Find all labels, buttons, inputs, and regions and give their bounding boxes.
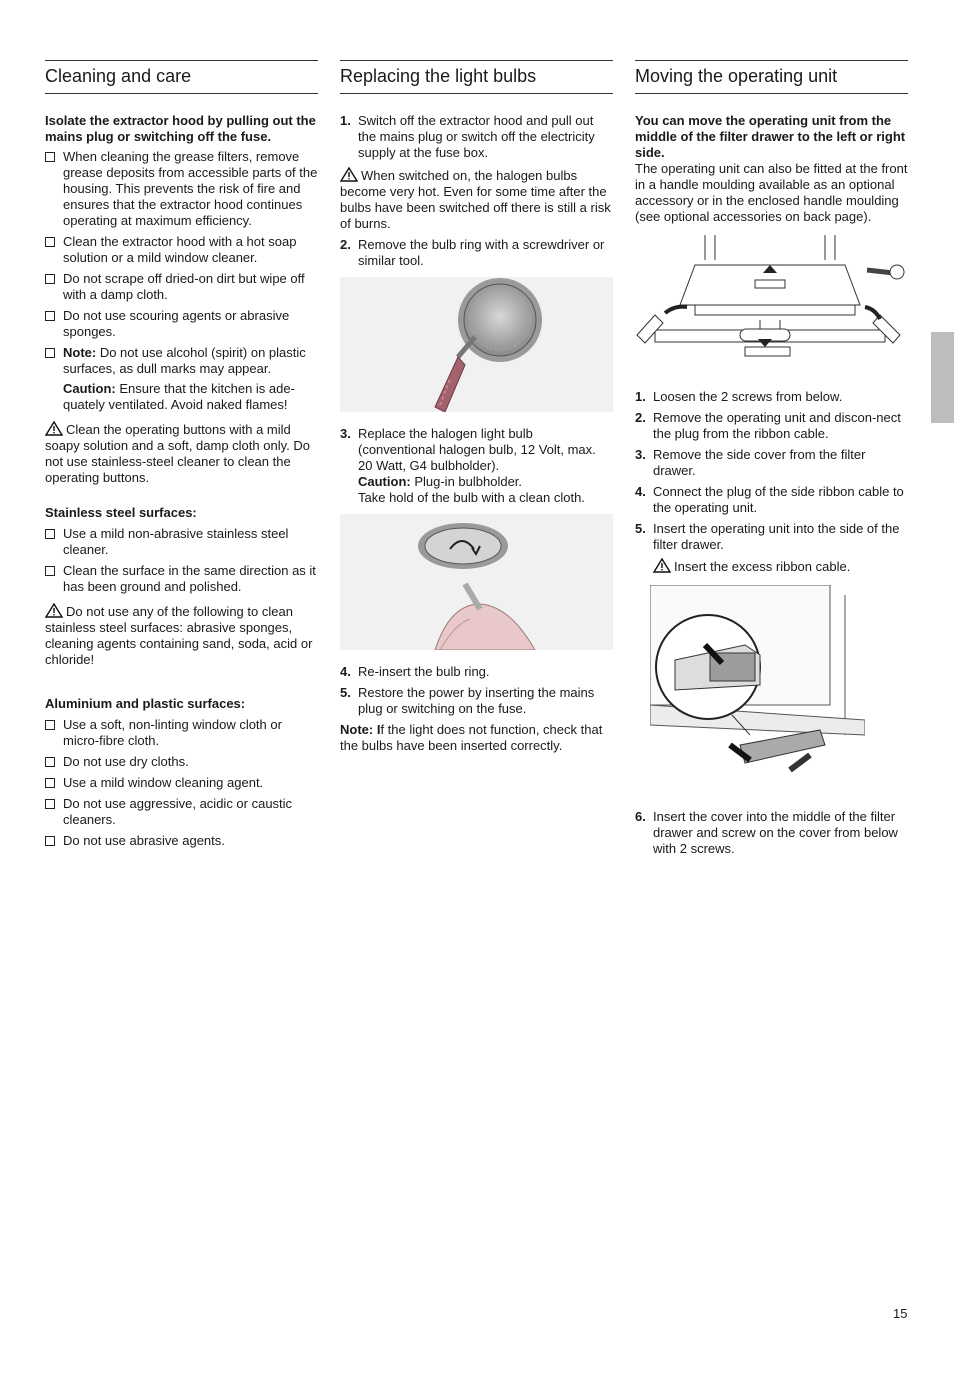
figure-bulb-ring-removal [340, 277, 613, 412]
figure-operating-unit-positions [635, 235, 908, 375]
list-item: Clean the surface in the same direction as it has been ground and polished. [45, 563, 318, 595]
list-item: Do not scrape off dried-on dirt but wipe off with a damp cloth. [45, 271, 318, 303]
step-item: 4. Re-insert the bulb ring. [340, 664, 490, 679]
checkbox-bullet-icon [45, 566, 55, 576]
aluminium-title: Aluminium and plastic surfaces: [45, 696, 246, 711]
column-cleaning-and-care [45, 60, 318, 854]
step-item: 1. Switch off the extractor hood and pull out the mains plug or switch off the electricity supply at the fuse box. [340, 113, 595, 160]
checkbox-bullet-icon [45, 152, 55, 162]
section-title-light-bulbs: Replacing the light bulbs [340, 60, 613, 94]
stainless-title: Stainless steel surfaces: [45, 505, 197, 520]
stainless-bullets [45, 526, 318, 595]
section-title-cleaning: Cleaning and care [45, 60, 318, 94]
bulb-steps-b [340, 237, 613, 269]
list-item: Use a soft, non-linting window cloth or micro-fibre cloth. [45, 717, 318, 749]
list-item: Do not use scouring agents or abrasive sponges. [45, 308, 318, 340]
figure-insert-operating-unit [650, 585, 865, 795]
list-item: Clean the extractor hood with a hot soap solution or a mild window cleaner. [45, 234, 318, 266]
column-moving-operating-unit [635, 60, 908, 862]
side-tab-marker [931, 332, 954, 423]
checkbox-bullet-icon [45, 799, 55, 809]
warning-triangle-icon [45, 421, 63, 436]
bulb-note: Note: If the light does not function, check that the bulbs have been inserted correctly. [340, 722, 603, 753]
bulb-replacement-illustration [340, 514, 613, 650]
checkbox-bullet-icon [45, 529, 55, 539]
step-item: 5. Restore the power by inserting the mains plug or switching on the fuse. [340, 685, 595, 716]
step-item: 3. Remove the side cover from the filter drawer. [635, 447, 866, 478]
warning-triangle-icon [45, 603, 63, 618]
caution-note: Caution: Ensure that the kitchen is ade-quately ventilated. Avoid naked flames! [63, 381, 295, 412]
column-replacing-light-bulbs [340, 60, 613, 754]
section-title-operating-unit: Moving the operating unit [635, 60, 908, 94]
checkbox-bullet-icon [45, 274, 55, 284]
warning-operating-buttons: Clean the operating buttons with a mild soapy solution and a soft, damp cloth only. Do not use stainless-steel cleaner to clean the operating buttons. [45, 422, 310, 485]
operating-unit-steps [635, 389, 908, 575]
cleaning-bullets [45, 149, 318, 413]
warning-hot-bulbs: When switched on, the halogen bulbs become very hot. Even for some time after the bulbs have been switched off there is still a risk of burns. [340, 168, 611, 231]
list-item-note: Note: Do not use alcohol (spirit) on plastic surfaces, as dull marks may appear. Caution: Ensure that the kitchen is ade-quately ventilated. Avoid naked flames! [45, 345, 318, 413]
step-item: 3. Replace the halogen light bulb (conventional halogen bulb, 12 Volt, max. 20 Watt, G4 bulbholder). Caution: Plug-in bulbholder. Take hold of the bulb with a clean cloth. [340, 426, 596, 505]
bulb-steps-a [340, 113, 613, 161]
step-item: 6. Insert the cover into the middle of the filter drawer and screw on the cover from below with 2 screws. [635, 809, 898, 856]
list-item: Use a mild non-abrasive stainless steel cleaner. [45, 526, 318, 558]
step-item: 2. Remove the bulb ring with a screwdriver or similar tool. [340, 237, 605, 268]
figure-bulb-replacement [340, 514, 613, 650]
cleaning-intro: Isolate the extractor hood by pulling out the mains plug or switching off the fuse. [45, 113, 316, 144]
checkbox-bullet-icon [45, 348, 55, 358]
checkbox-bullet-icon [45, 311, 55, 321]
warning-triangle-icon [340, 167, 358, 182]
operating-unit-diagram [635, 235, 908, 375]
list-item: When cleaning the grease filters, remove grease deposits from accessible parts of the housing. This prevents the risk of fire and ensures that the extractor hood continues operating at maximum efficiency. [45, 149, 318, 229]
warning-stainless: Do not use any of the following to clean stainless steel surfaces: abrasive sponges, cleaning agents containing sand, soda, acid or chloride! [45, 604, 313, 667]
checkbox-bullet-icon [45, 720, 55, 730]
warning-triangle-icon [653, 558, 671, 573]
page-number: 15 [893, 1306, 908, 1321]
bulb-steps-d [340, 664, 613, 717]
checkbox-bullet-icon [45, 757, 55, 767]
checkbox-bullet-icon [45, 237, 55, 247]
insert-operating-unit-illustration [650, 585, 865, 795]
checkbox-bullet-icon [45, 836, 55, 846]
step-item: 2. Remove the operating unit and discon-nect the plug from the ribbon cable. [635, 410, 901, 441]
bulb-steps-c [340, 426, 613, 506]
operating-unit-intro-bold: You can move the operating unit from the middle of the filter drawer to the left or right side. [635, 113, 906, 160]
checkbox-bullet-icon [45, 778, 55, 788]
operating-unit-step6 [635, 809, 908, 857]
bulb-ring-screwdriver-illustration [340, 277, 613, 412]
aluminium-bullets [45, 717, 318, 849]
step-item: 1. Loosen the 2 screws from below. [635, 389, 843, 404]
list-item: Do not use aggressive, acidic or caustic cleaners. [45, 796, 318, 828]
list-item: Do not use dry cloths. [45, 754, 318, 770]
step-item: 5. Insert the operating unit into the side of the filter drawer. Insert the excess ribbon cable. [635, 521, 908, 575]
warning-ribbon-cable: Insert the excess ribbon cable. [653, 558, 908, 575]
operating-unit-intro: The operating unit can also be fitted at the front in a handle moulding available as an optional accessory or in the enclosed handle moulding (see optional accessories on back page). [635, 161, 908, 224]
list-item: Use a mild window cleaning agent. [45, 775, 318, 791]
step-item: 4. Connect the plug of the side ribbon cable to the operating unit. [635, 484, 904, 515]
list-item: Do not use abrasive agents. [45, 833, 318, 849]
